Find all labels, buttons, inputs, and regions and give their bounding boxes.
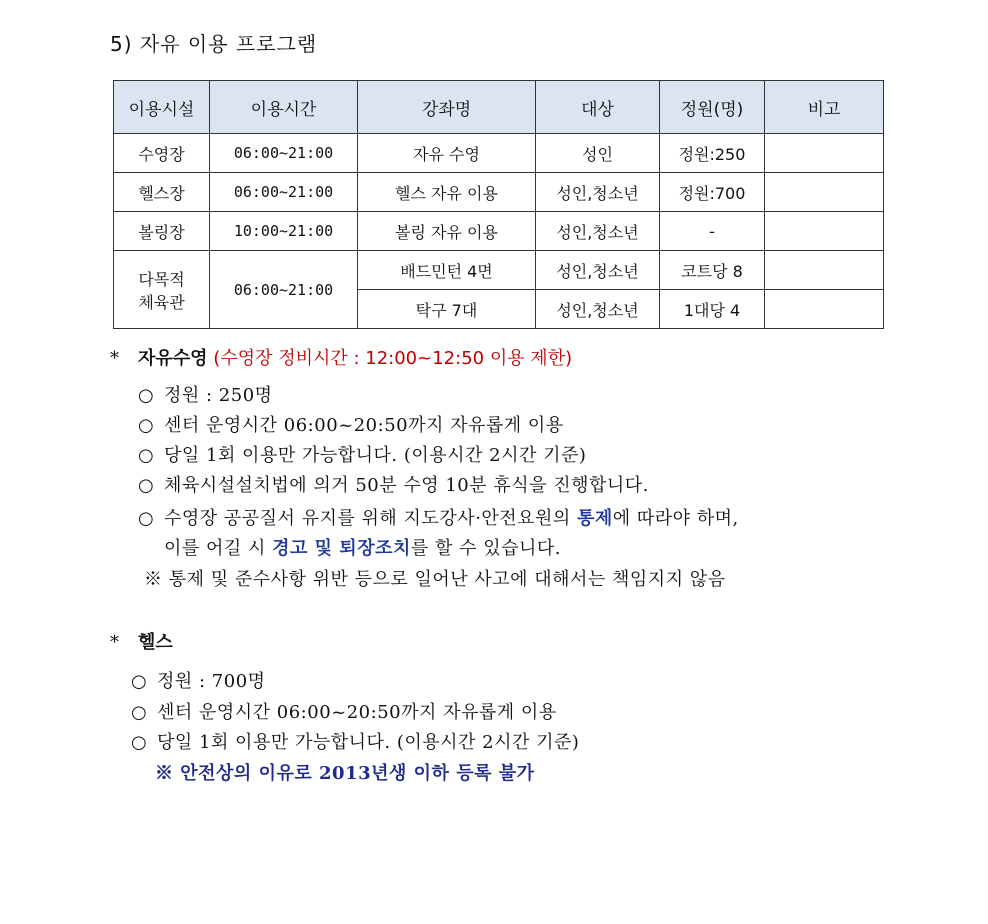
list-item xyxy=(138,381,273,407)
gym-notice: ※ 안전상의 이유로 2013년생 이하 등록 불가 xyxy=(155,763,535,784)
cell-capacity: 1대당 4 xyxy=(660,290,765,329)
cell-remarks xyxy=(765,251,884,290)
emphasis-warning: 경고 및 퇴장조치 xyxy=(272,538,411,559)
list-item xyxy=(138,411,564,437)
header-facility: 이용시설 xyxy=(114,81,210,134)
cell-course: 탁구 7대 xyxy=(358,290,536,329)
list-item xyxy=(138,441,586,467)
cell-time: 06:00~21:00 xyxy=(210,173,358,212)
swim-heading: 자유수영 xyxy=(138,348,208,369)
cell-target: 성인,청소년 xyxy=(536,173,660,212)
cell-time: 06:00~21:00 xyxy=(210,251,358,329)
cell-course: 볼링 자유 이용 xyxy=(358,212,536,251)
swim-heading-line xyxy=(110,344,572,370)
cell-remarks xyxy=(765,290,884,329)
swim-maintenance-note: (수영장 정비시간 : 12:00~12:50 이용 제한) xyxy=(213,348,573,369)
cell-remarks xyxy=(765,134,884,173)
bullet-circle: ○ xyxy=(131,732,148,753)
bullet-circle: ○ xyxy=(138,445,155,466)
bullet-circle: ○ xyxy=(138,475,155,496)
list-item xyxy=(138,471,649,497)
facility-line2: 체육관 xyxy=(138,292,185,312)
cell-course: 배드민턴 4면 xyxy=(358,251,536,290)
cell-capacity: 정원:250 xyxy=(660,134,765,173)
cell-time: 10:00~21:00 xyxy=(210,212,358,251)
list-item-text: 센터 운영시간 06:00~20:50까지 자유롭게 이용 xyxy=(157,702,557,723)
emphasis-control: 통제 xyxy=(576,508,613,529)
list-item-text: 정원 : 250명 xyxy=(164,385,273,406)
header-course: 강좌명 xyxy=(358,81,536,134)
list-item-text: 센터 운영시간 06:00~20:50까지 자유롭게 이용 xyxy=(164,415,564,436)
bullet-circle: ○ xyxy=(138,415,155,436)
list-item-text: 당일 1회 이용만 가능합니다. (이용시간 2시간 기준) xyxy=(157,732,580,753)
gym-heading: 헬스 xyxy=(138,632,173,653)
cell-target: 성인,청소년 xyxy=(536,290,660,329)
cell-facility: 수영장 xyxy=(114,134,210,173)
list-item-text: 이를 어길 시 xyxy=(164,538,273,559)
list-item-continued xyxy=(164,534,561,560)
section-title: 5) 자유 이용 프로그램 xyxy=(110,32,318,56)
list-item-text: 체육시설설치법에 의거 50분 수영 10분 휴식을 진행합니다. xyxy=(164,475,649,496)
cell-capacity: 코트당 8 xyxy=(660,251,765,290)
table-header-row xyxy=(114,81,884,134)
cell-facility: 볼링장 xyxy=(114,212,210,251)
header-target: 대상 xyxy=(536,81,660,134)
cell-target: 성인 xyxy=(536,134,660,173)
bullet-circle: ○ xyxy=(138,508,155,529)
list-item xyxy=(131,667,266,693)
list-item xyxy=(138,504,739,530)
gym-heading-line xyxy=(110,628,173,654)
list-item xyxy=(131,698,557,724)
list-item-text: 정원 : 700명 xyxy=(157,671,266,692)
list-item-text: 에 따라야 하며, xyxy=(612,508,739,529)
cell-remarks xyxy=(765,173,884,212)
table-row xyxy=(114,134,884,173)
cell-target: 성인,청소년 xyxy=(536,251,660,290)
table-row xyxy=(114,212,884,251)
cell-remarks xyxy=(765,212,884,251)
program-table xyxy=(113,80,884,329)
cell-course: 헬스 자유 이용 xyxy=(358,173,536,212)
table-row xyxy=(114,251,884,290)
list-item-text: 를 할 수 있습니다. xyxy=(410,538,561,559)
facility-line1: 다목적 xyxy=(138,269,185,289)
cell-facility-multi xyxy=(114,251,210,329)
list-item-text: 수영장 공공질서 유지를 위해 지도강사·안전요원의 xyxy=(164,508,577,529)
header-capacity: 정원(명) xyxy=(660,81,765,134)
cell-facility: 헬스장 xyxy=(114,173,210,212)
header-remarks: 비고 xyxy=(765,81,884,134)
cell-time: 06:00~21:00 xyxy=(210,134,358,173)
bullet-circle: ○ xyxy=(138,385,155,406)
list-item xyxy=(131,728,579,754)
swim-notice: ※ 통제 및 준수사항 위반 등으로 일어난 사고에 대해서는 책임지지 않음 xyxy=(144,569,726,590)
cell-target: 성인,청소년 xyxy=(536,212,660,251)
star-marker: * xyxy=(110,348,119,369)
cell-course: 자유 수영 xyxy=(358,134,536,173)
bullet-circle: ○ xyxy=(131,702,148,723)
list-item-text: 당일 1회 이용만 가능합니다. (이용시간 2시간 기준) xyxy=(164,445,587,466)
cell-capacity: - xyxy=(660,212,765,251)
cell-capacity: 정원:700 xyxy=(660,173,765,212)
header-time: 이용시간 xyxy=(210,81,358,134)
table-row xyxy=(114,173,884,212)
star-marker: * xyxy=(110,632,119,653)
bullet-circle: ○ xyxy=(131,671,148,692)
